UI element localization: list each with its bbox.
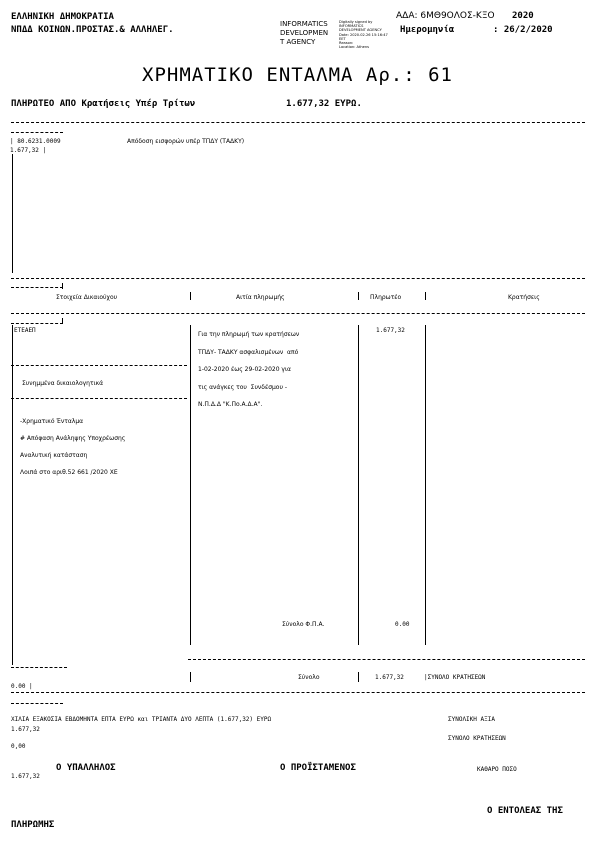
digital-signature-stamp: [280, 20, 388, 50]
org-line1: ΕΛΛΗΝΙΚΗ ΔΗΜΟΚΡΑΤΙΑ: [11, 12, 114, 22]
total-sep-2: [358, 672, 359, 682]
amount-in-words: ΧΙΛΙΑ ΕΞΑΚΟΣΙΑ ΕΒΔΟΜΗΝΤΑ ΕΠΤΑ ΕΥΡΩ και ΤΡΙΑΝΤΑ ΔΥΟ ΛΕΠΤΑ (1.677,32) ΕΥΡΩ: [11, 716, 272, 723]
fpa-label: Σύνολο Φ.Π.Α.: [282, 621, 325, 628]
hdr-sep-1: [190, 292, 191, 300]
divider-table-bottom: [11, 692, 585, 693]
fpa-value: 0.00: [395, 621, 410, 628]
divider-header-bottom: [11, 313, 585, 314]
payment-label: ΠΛΗΡΩΜΗΣ: [11, 820, 55, 830]
cause-line: τις ανάγκες του Συνδέσμου -: [198, 383, 288, 391]
cause-line: Ν.Π.Δ.Δ "Κ.Πο.Α.Δ.Α".: [198, 401, 263, 408]
total-value-label: ΣΥΝΟΛΙΚΗ ΑΞΙΑ: [448, 716, 495, 723]
header-left-tick: [62, 283, 63, 289]
stamp-small-6: Location: Athens: [339, 45, 369, 50]
deductions-total-label: ΣΥΝΟΛΟ ΚΡΑΤΗΣΕΩΝ: [448, 735, 506, 742]
net-amount-value: 1.677,32: [11, 773, 40, 780]
beneficiary-name: ΕΤΕΑΕΠ: [14, 327, 36, 334]
payable-from: ΠΛΗΡΩΤΕΟ ΑΠΟ Κρατήσεις Υπέρ Τρίτων: [11, 99, 196, 109]
total-sep-1: [190, 672, 191, 682]
account-description: Απόδοση εισφορών υπέρ ΤΠΔΥ (ΤΑΔΚΥ): [127, 138, 245, 145]
header-bottom-tick: [62, 318, 63, 324]
divider-header-bottom-short: [11, 323, 63, 324]
cause-line: 1-02-2020 έως 29-02-2020 για: [198, 366, 291, 373]
divider-beneficiary-2: [11, 398, 187, 399]
total-deductions-label: |ΣΥΝΟΛΟ ΚΡΑΤΗΣΕΩΝ: [424, 674, 486, 681]
account-amount: 1.677,32 |: [10, 147, 47, 154]
col-amount: Πληρωτέο: [370, 294, 402, 301]
attached-documents: Συνημμένα δικαιολογητικά: [22, 380, 104, 387]
cause-line: Για την πληρωμή των κρατήσεων: [198, 331, 300, 338]
net-amount-label: ΚΑΘΑΡΟ ΠΟΣΟ: [477, 766, 517, 773]
stamp-small-3: Date: 2020.02.26 15:16:47: [339, 32, 388, 37]
hdr-sep-3: [425, 292, 426, 300]
body-sep-2: [358, 325, 359, 645]
payable-value: 1.677,32: [376, 327, 405, 334]
left-border-top: [12, 154, 13, 273]
notes-list: [20, 413, 125, 481]
col-beneficiary: Στοιχεία Δικαιούχου: [56, 294, 118, 301]
col-deductions: Κρατήσεις: [508, 294, 540, 301]
date-label: Ημερομηνία: [400, 25, 455, 35]
total-value: 1.677,32: [375, 674, 404, 681]
stamp-small-5: Reason:: [339, 41, 354, 46]
year: 2020: [512, 11, 534, 21]
note-item: Λοιπά στο αριθ.52 661 /2020 ΧΕ: [20, 469, 118, 476]
stamp-small-text: [339, 20, 388, 49]
orderer-label: Ο ΕΝΤΟΛΕΑΣ ΤΗΣ: [487, 806, 563, 816]
hdr-sep-2: [358, 292, 359, 300]
divider-table-bottom-short: [11, 703, 63, 704]
amount-numeric: 1.677,32: [11, 726, 40, 733]
total-label: Σύνολο: [298, 674, 320, 681]
divider-top-short: [11, 132, 63, 133]
page-title: ΧΡΗΜΑΤΙΚΟ ΕΝΤΑΛΜΑ Αρ.: 61: [142, 64, 453, 86]
stamp-small-2: DEVELOPMENT AGENCY: [339, 28, 382, 33]
account-code: | 80.6231.0009: [10, 138, 61, 145]
stamp-small-1: INFORMATICS: [339, 24, 364, 29]
body-sep-1: [190, 325, 191, 645]
ida-label: ΑΔΑ: 6ΜΘ9ΟΛΟΣ-ΚΞΟ: [396, 11, 495, 21]
stamp-small-4: EET: [339, 36, 346, 41]
stamp-line2: DEVELOPMEN: [280, 29, 329, 37]
stamp-small-0: Digitally signed by: [339, 20, 373, 24]
org-line2: ΝΠΔΔ ΚΟΙΝΩΝ.ΠΡΟΣΤΑΣ.& ΑΛΛΗΛΕΓ.: [11, 25, 174, 35]
left-zero: 0.00 |: [11, 683, 33, 690]
stamp-line3: T AGENCY: [280, 38, 316, 46]
col-cause: Αιτία πληρωμής: [236, 294, 285, 301]
employee-label: Ο ΥΠΑΛΛΗΛΟΣ: [56, 763, 116, 773]
divider-top: [11, 122, 585, 123]
head-label: Ο ΠΡΟΪΣΤΑΜΕΝΟΣ: [280, 763, 356, 773]
body-left-border: [12, 325, 13, 665]
zero-value: 0,00: [11, 743, 26, 750]
note-item: -Χρηματικό Ένταλμα: [20, 418, 84, 425]
cause-lines: [198, 326, 299, 414]
note-item: Αναλυτική κατάσταση: [20, 452, 88, 459]
cause-line: ΤΠΔΥ- ΤΑΔΚΥ ασφαλισμένων από: [198, 348, 299, 356]
body-sep-3: [425, 325, 426, 645]
divider-left-bottom-short: [11, 667, 67, 668]
divider-beneficiary-1: [11, 365, 187, 366]
note-item: # Απόφαση Ανάληψης Υποχρέωσης: [20, 435, 126, 442]
payable-amount: 1.677,32 ΕΥΡΩ.: [286, 99, 362, 109]
stamp-line1: INFORMATICS: [280, 20, 328, 28]
divider-table-top-short: [11, 287, 63, 288]
divider-before-total: [188, 659, 585, 660]
divider-table-top: [11, 278, 585, 279]
date-value: : 26/2/2020: [493, 25, 553, 35]
